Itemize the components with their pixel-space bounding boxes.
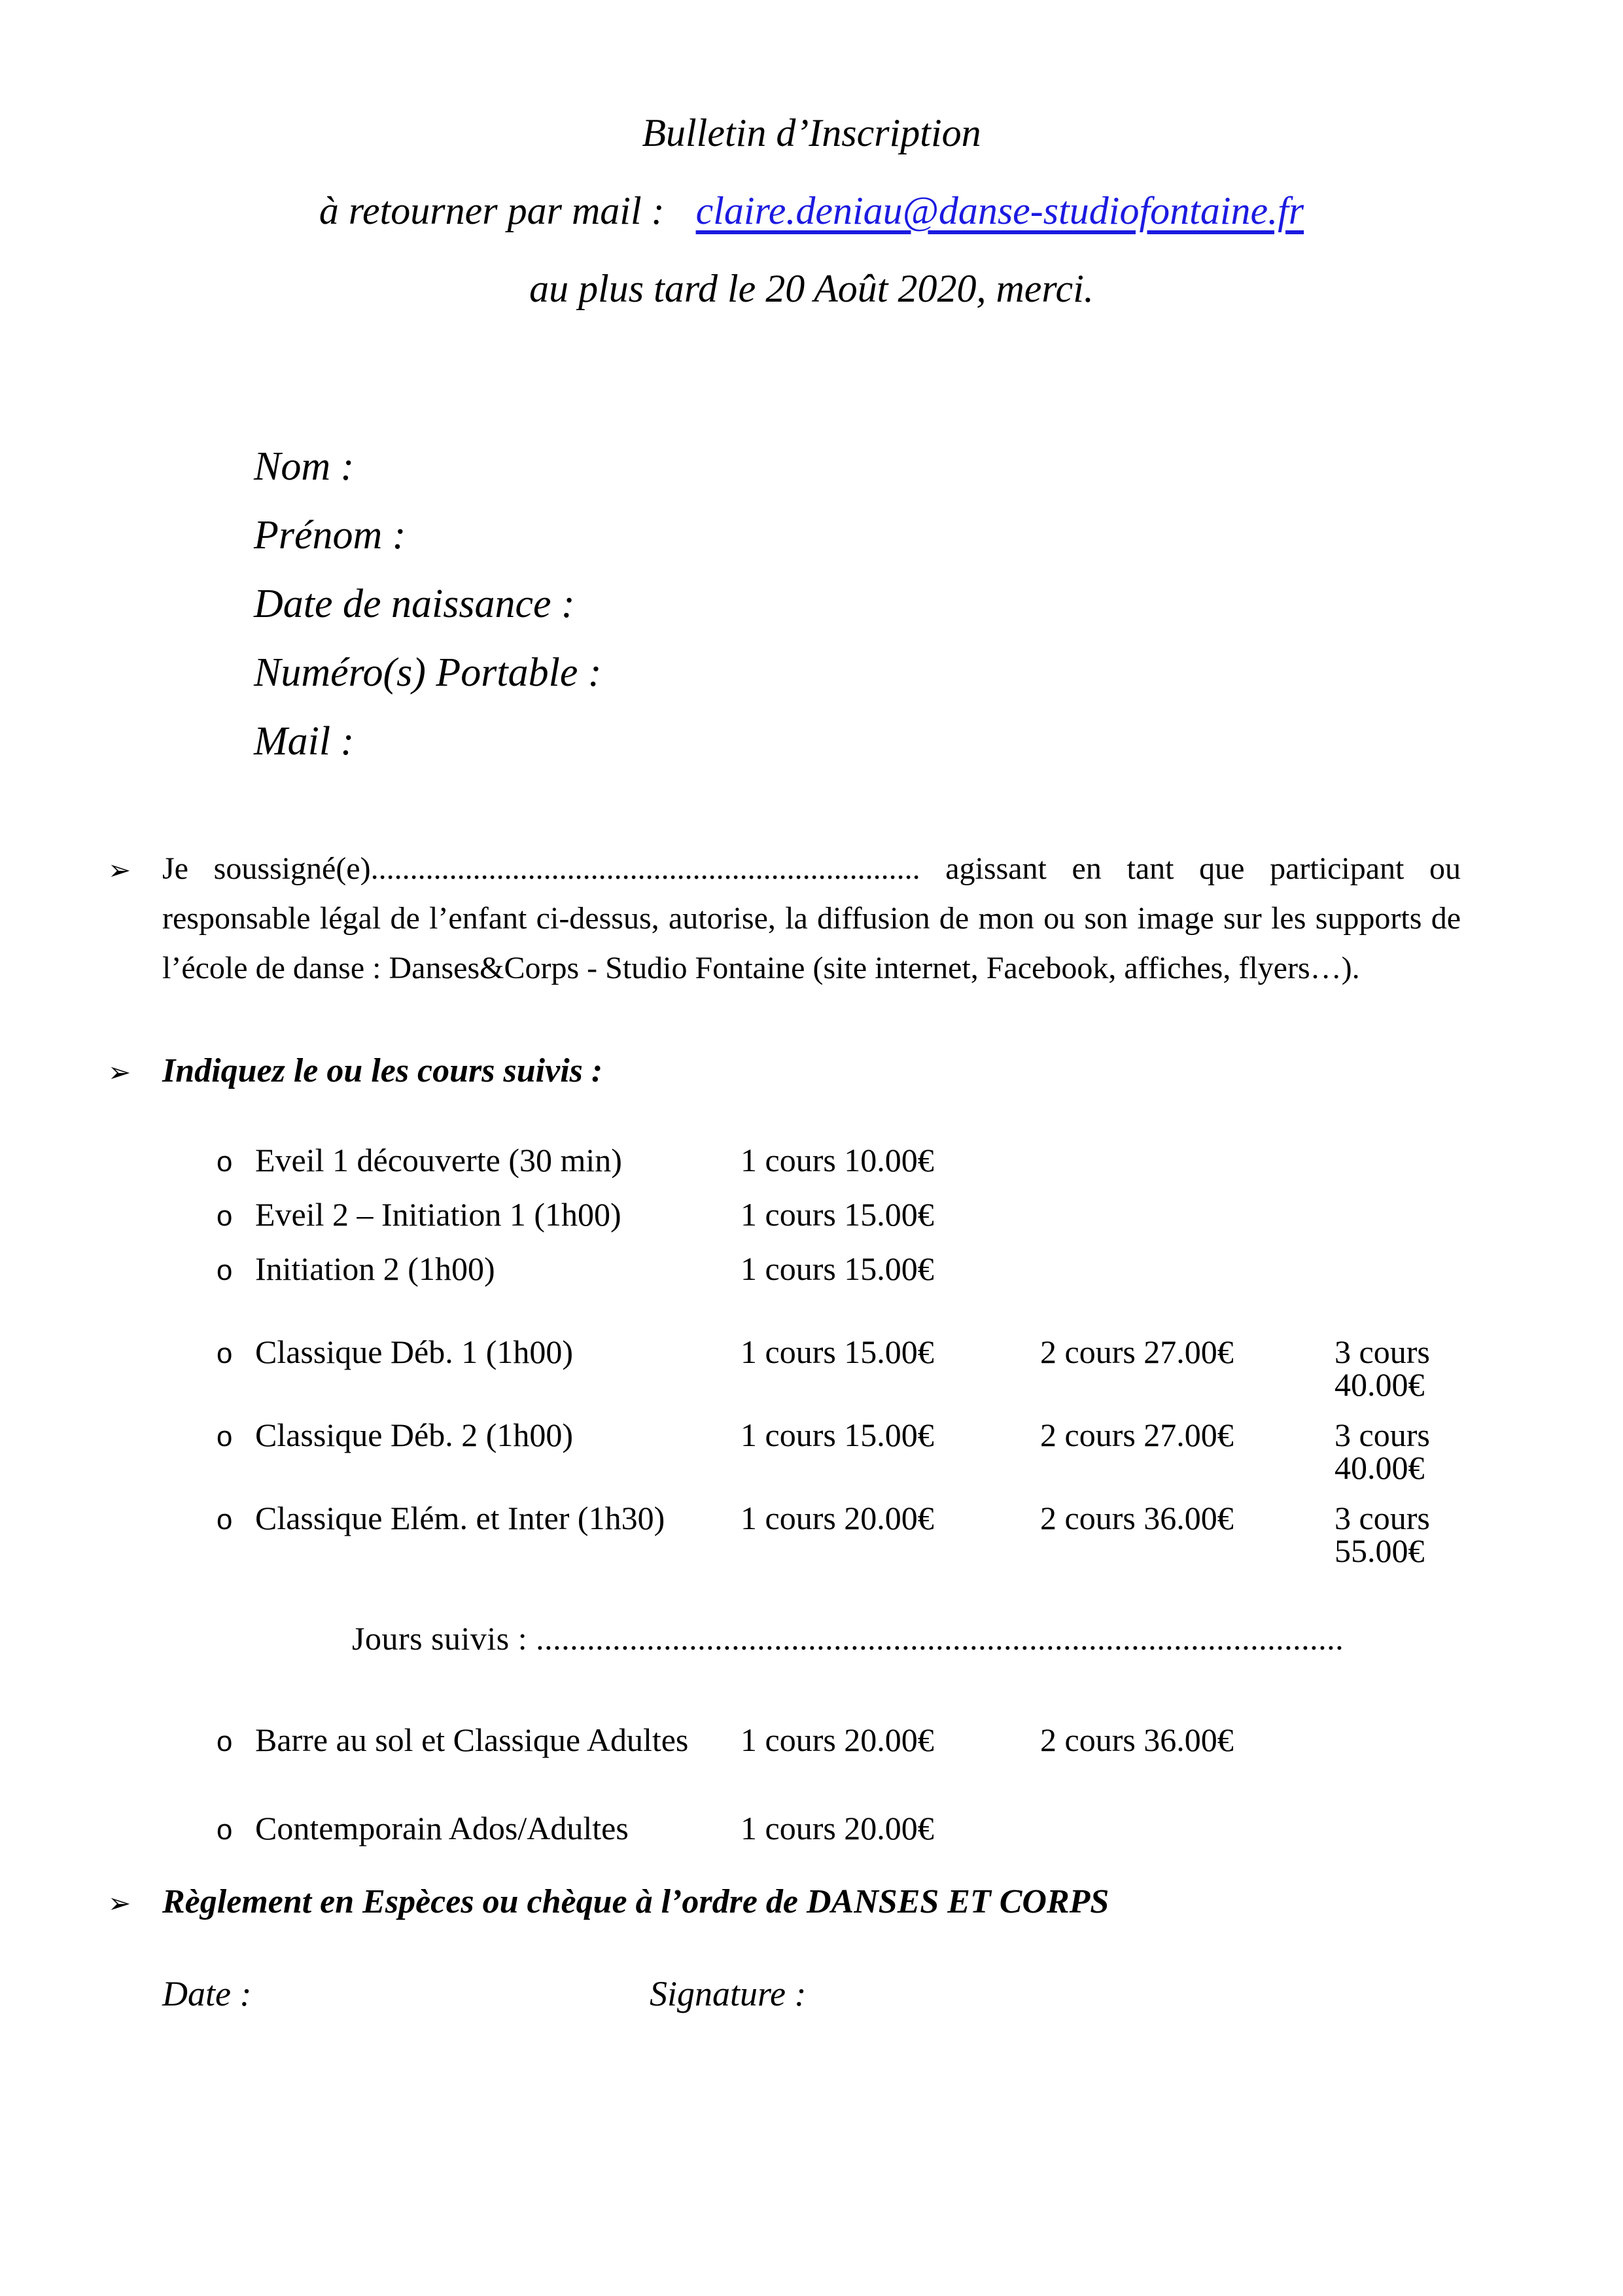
courses-section-heading bbox=[108, 1052, 1461, 1090]
course-row-classique-elem bbox=[162, 1502, 1461, 1567]
course-row-eveil2 bbox=[162, 1198, 1461, 1235]
payment-heading-label: Règlement en Espèces ou chèque à l’ordre de DANSES ET CORPS bbox=[162, 1883, 1109, 1920]
course-price-2: 2 cours 36.00€ bbox=[1040, 1500, 1234, 1536]
course-price-3: 3 cours 55.00€ bbox=[1335, 1500, 1430, 1569]
course-price-1: 1 cours 20.00€ bbox=[741, 1722, 934, 1758]
course-row-contemporain bbox=[162, 1812, 1461, 1848]
jours-suivis-line: Jours suivis : ............................................................................................... bbox=[352, 1622, 1344, 1655]
signature-row bbox=[162, 1975, 1461, 2013]
arrow-bullet-icon: ➢ bbox=[108, 854, 131, 886]
field-nom: Nom : bbox=[254, 444, 355, 489]
course-row-initiation2 bbox=[162, 1252, 1461, 1289]
payment-section-heading bbox=[108, 1883, 1461, 1921]
signature-label: Signature : bbox=[650, 1974, 807, 2013]
field-mail: Mail : bbox=[254, 719, 355, 764]
course-price-1: 1 cours 15.00€ bbox=[741, 1333, 934, 1370]
course-price-1: 1 cours 15.00€ bbox=[741, 1417, 934, 1453]
course-price-1: 1 cours 10.00€ bbox=[741, 1142, 934, 1178]
course-row-classique-deb2 bbox=[162, 1419, 1461, 1484]
course-label: Classique Déb. 2 (1h00) bbox=[255, 1417, 574, 1453]
consent-line-2: responsable légal de l’enfant ci-dessus, autorise, la diffusion de mon ou son image sur les supports de bbox=[162, 901, 1461, 936]
arrow-bullet-icon: ➢ bbox=[108, 1056, 131, 1088]
courses-heading-label: Indiquez le ou les cours suivis : bbox=[162, 1052, 603, 1089]
course-label: Barre au sol et Classique Adultes bbox=[255, 1722, 689, 1758]
circle-bullet-icon[interactable]: o bbox=[216, 1816, 234, 1848]
course-price-3: 3 cours 40.00€ bbox=[1335, 1333, 1430, 1403]
circle-bullet-icon[interactable]: o bbox=[216, 1727, 234, 1760]
circle-bullet-icon[interactable]: o bbox=[216, 1339, 234, 1372]
circle-bullet-icon[interactable]: o bbox=[216, 1506, 234, 1538]
circle-bullet-icon[interactable]: o bbox=[216, 1256, 234, 1289]
course-label: Initiation 2 (1h00) bbox=[255, 1250, 495, 1287]
field-date-naissance: Date de naissance : bbox=[254, 582, 575, 626]
course-group-eveil bbox=[162, 1144, 1461, 1289]
course-label: Contemporain Ados/Adultes bbox=[255, 1810, 629, 1846]
circle-bullet-icon[interactable]: o bbox=[216, 1422, 234, 1455]
date-label: Date : bbox=[162, 1974, 252, 2013]
mail-instruction-label: à retourner par mail : bbox=[319, 189, 665, 232]
course-price-3: 3 cours 40.00€ bbox=[1335, 1417, 1430, 1486]
course-price-2: 2 cours 27.00€ bbox=[1040, 1417, 1234, 1453]
consent-paragraph bbox=[108, 844, 1461, 993]
circle-bullet-icon[interactable]: o bbox=[216, 1148, 234, 1180]
course-price-2: 2 cours 36.00€ bbox=[1040, 1722, 1234, 1758]
course-row-eveil1 bbox=[162, 1144, 1461, 1180]
deadline-text: au plus tard le 20 Août 2020, merci. bbox=[529, 267, 1094, 310]
field-portable: Numéro(s) Portable : bbox=[254, 650, 602, 695]
identity-fields bbox=[254, 446, 1461, 762]
course-table bbox=[162, 1144, 1461, 1848]
email-link[interactable]: claire.deniau@danse-studiofontaine.fr bbox=[695, 189, 1304, 232]
course-label: Eveil 1 découverte (30 min) bbox=[255, 1142, 622, 1178]
course-price-1: 1 cours 15.00€ bbox=[741, 1196, 934, 1233]
course-price-1: 1 cours 20.00€ bbox=[741, 1500, 934, 1536]
course-label: Classique Elém. et Inter (1h30) bbox=[255, 1500, 665, 1536]
consent-line-1: Je soussigné(e)...................................................................... agissant en tant que participant ou bbox=[162, 851, 1461, 886]
mail-instruction-line bbox=[162, 189, 1461, 233]
course-row-barre bbox=[162, 1723, 1461, 1760]
consent-line-3: l’école de danse : Danses&Corps - Studio Fontaine (site internet, Facebook, affiches, flyers…). bbox=[162, 951, 1360, 985]
field-prenom: Prénom : bbox=[254, 513, 406, 557]
course-label: Classique Déb. 1 (1h00) bbox=[255, 1333, 574, 1370]
course-price-1: 1 cours 15.00€ bbox=[741, 1250, 934, 1287]
course-price-2: 2 cours 27.00€ bbox=[1040, 1333, 1234, 1370]
arrow-bullet-icon: ➢ bbox=[108, 1887, 131, 1919]
page-title: Bulletin d’Inscription bbox=[642, 111, 981, 154]
circle-bullet-icon[interactable]: o bbox=[216, 1202, 234, 1235]
course-row-classique-deb1 bbox=[162, 1335, 1461, 1401]
course-label: Eveil 2 – Initiation 1 (1h00) bbox=[255, 1196, 621, 1233]
course-group-classique bbox=[162, 1335, 1461, 1567]
course-price-1: 1 cours 20.00€ bbox=[741, 1810, 934, 1846]
